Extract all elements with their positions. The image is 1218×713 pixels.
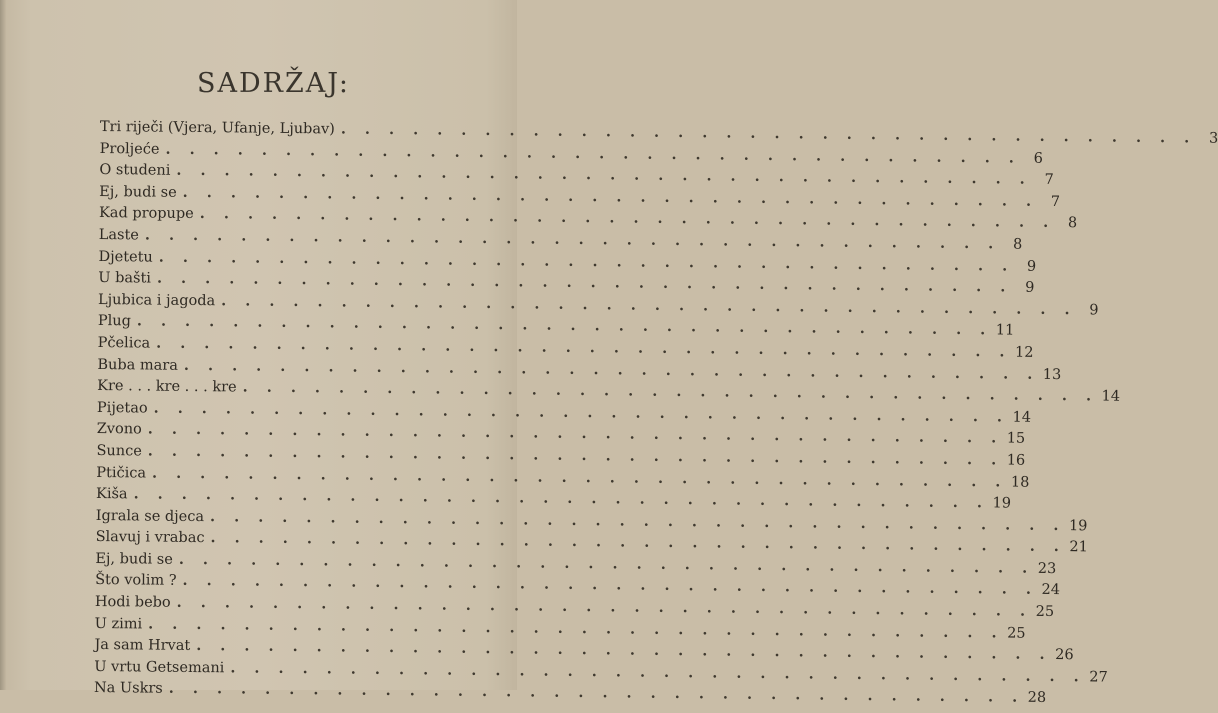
toc-entry xyxy=(93,679,1047,707)
entry-page-number: 18 xyxy=(1010,474,1030,491)
page-spine-shadow xyxy=(0,0,6,690)
dot-leader: . . . . . . . . . . . . . . . . . . . . . . . . . . . . . . . . . . . . xyxy=(147,420,1004,447)
entry-title: U bašti xyxy=(98,270,152,287)
entry-page-number: 28 xyxy=(1027,690,1047,707)
dot-leader: . . . . . . . . . . . . . . . . . . . . . . . . . . . . . . . . . . . . xyxy=(199,205,1056,232)
dot-leader: . . . . . . . . . . . . . . . . . . . . . . . . . . . . . . . . . . . . xyxy=(176,161,1032,188)
entry-title: Proljeće xyxy=(99,140,160,158)
dot-leader: . . . . . . . . . . . . . . . . . . . . . . . . . . . . . . . . . . . . xyxy=(168,680,1025,707)
entry-page-number: 16 xyxy=(1006,452,1026,469)
dot-leader: . . . . . . . . . . . . . . . . . . . . . . . . . . . . . . . . . . . . xyxy=(210,529,1066,556)
entry-title: Laste xyxy=(98,226,139,244)
entry-title: Tri riječi (Vjera, Ufanje, Ljubav) xyxy=(99,118,335,138)
entry-page-number: 8 xyxy=(1012,236,1023,253)
entry-title: Ja sam Hrvat xyxy=(94,637,191,655)
dot-leader: . . . . . . . . . . . . . . . . . . . . . . . . . . . . . . . . . . . . xyxy=(151,464,1008,491)
entry-title: Igrala se djeca xyxy=(95,507,205,525)
entry-title: Plug xyxy=(97,313,131,330)
entry-title: Kre . . . kre . . . kre xyxy=(97,378,237,396)
dot-leader: . . . . . . . . . . . . . . . . . . . . . . . . . . . . . . . . . . . . xyxy=(196,637,1052,664)
entry-title: Buba mara xyxy=(97,356,179,374)
entry-page-number: 7 xyxy=(1050,193,1061,210)
entry-page-number: 9 xyxy=(1089,302,1099,319)
dot-leader: . . . . . . . . . . . . . . . . . . . . . . . . . . . . . . . . . . . . xyxy=(153,399,1010,426)
entry-title: Ej, budi se xyxy=(95,550,173,568)
entry-page-number: 14 xyxy=(1012,409,1032,426)
entry-title: Kiša xyxy=(95,486,128,503)
entry-title: U vrtu Getsemani xyxy=(94,658,225,677)
entry-page-number: 27 xyxy=(1089,669,1108,686)
dot-leader: . . . . . . . . . . . . . . . . . . . . . . . . . . . . . . . . . . . . xyxy=(221,292,1077,318)
entry-title: Što volim ? xyxy=(95,572,177,590)
dot-leader: . . . . . . . . . . . . . . . . . . . . . . . . . . . . . . . . . . . . xyxy=(165,140,1021,167)
entry-title: Pčelica xyxy=(97,334,151,352)
dot-leader: . . . . . . . . . . . . . . . . . . . . . . . . . . . . . . . . . . . . xyxy=(158,248,1015,275)
page-title: SADRŽAJ: xyxy=(196,68,351,99)
entry-title: Pijetao xyxy=(96,399,148,417)
entry-title: Slavuj i vrabac xyxy=(95,529,205,547)
entry-page-number: 23 xyxy=(1037,560,1057,577)
entry-page-number: 6 xyxy=(1033,150,1043,167)
entry-page-number: 25 xyxy=(1035,603,1055,621)
entry-title: Zvono xyxy=(96,421,142,438)
entry-page-number: 7 xyxy=(1044,172,1054,189)
entry-title: U zimi xyxy=(94,615,143,633)
dot-leader: . . . . . . . . . . . . . . . . . . . . . . . . . . . . . . . . . . . . xyxy=(144,226,1001,253)
entry-title: Sunce xyxy=(96,442,142,460)
entry-page-number: 15 xyxy=(1006,430,1026,448)
entry-title: Na Uskrs xyxy=(93,680,163,698)
entry-page-number: 25 xyxy=(1007,625,1026,642)
entry-page-number: 13 xyxy=(1042,366,1062,383)
dot-leader: . . . . . . . . . . . . . . . . . . . . . . . . . . . . . . . . . . . . xyxy=(178,550,1035,577)
entry-page-number: 12 xyxy=(1014,344,1034,361)
dot-leader: . . . . . . . . . . . . . . . . . . . . . . . . . . . . . . . . . . . . xyxy=(340,120,1197,147)
dot-leader: . . . . . . . . . . . . . . . . . . . . . . . . . . . . . . . . . . . . xyxy=(133,485,990,512)
dot-leader: . . . . . . . . . . . . . . . . . . . . . . . . . . . . . . . . . . . . xyxy=(156,269,1013,296)
entry-page-number: 8 xyxy=(1067,215,1078,232)
dot-leader: . . . . . . . . . . . . . . . . . . . . . . . . . . . . . . . . . . . . xyxy=(242,378,1099,405)
entry-page-number: 3 xyxy=(1208,130,1218,147)
dot-leader: . . . . . . . . . . . . . . . . . . . . . . . . . . . . . . . . . . . . xyxy=(148,615,1004,642)
entry-page-number: 19 xyxy=(992,495,1012,512)
entry-title: O studeni xyxy=(99,162,171,179)
dot-leader: . . . . . . . . . . . . . . . . . . . . . . . . . . . . . . . . . . . . xyxy=(156,334,1012,361)
entry-page-number: 11 xyxy=(995,322,1015,339)
dot-leader: . . . . . . . . . . . . . . . . . . . . . . . . . . . . . . . . . . . . xyxy=(182,572,1039,599)
dot-leader: . . . . . . . . . . . . . . . . . . . . . . . . . . . . . . . . . . . . xyxy=(230,659,1086,686)
entry-title: Djetetu xyxy=(98,248,153,266)
dot-leader: . . . . . . . . . . . . . . . . . . . . . . . . . . . . . . . . . . . . xyxy=(183,356,1040,383)
entry-page-number: 14 xyxy=(1101,388,1121,405)
entry-title: Ljubica i jagoda xyxy=(98,291,216,309)
dot-leader: . . . . . . . . . . . . . . . . . . . . . . . . . . . . . . . . . . . . xyxy=(136,312,993,339)
entry-page-number: 26 xyxy=(1055,647,1074,664)
dot-leader: . . . . . . . . . . . . . . . . . . . . . . . . . . . . . . . . . . . . xyxy=(182,183,1039,210)
entry-page-number: 9 xyxy=(1026,258,1037,275)
dot-leader: . . . . . . . . . . . . . . . . . . . . . . . . . . . . . . . . . . . . xyxy=(209,507,1066,534)
entry-page-number: 21 xyxy=(1069,539,1088,556)
dot-leader: . . . . . . . . . . . . . . . . . . . . . . . . . . . . . . . . . . . . xyxy=(176,593,1033,620)
dot-leader: . . . . . . . . . . . . . . . . . . . . . . . . . . . . . . . . . . . . xyxy=(147,442,1004,469)
table-of-contents xyxy=(93,118,1218,707)
entry-title: Hodi bebo xyxy=(94,594,171,611)
entry-page-number: 24 xyxy=(1041,582,1061,599)
entry-title: Ptičica xyxy=(96,464,147,482)
entry-page-number: 19 xyxy=(1068,517,1088,535)
entry-page-number: 9 xyxy=(1025,279,1035,296)
entry-title: Ej, budi se xyxy=(99,183,177,201)
entry-title: Kad propupe xyxy=(98,205,194,223)
